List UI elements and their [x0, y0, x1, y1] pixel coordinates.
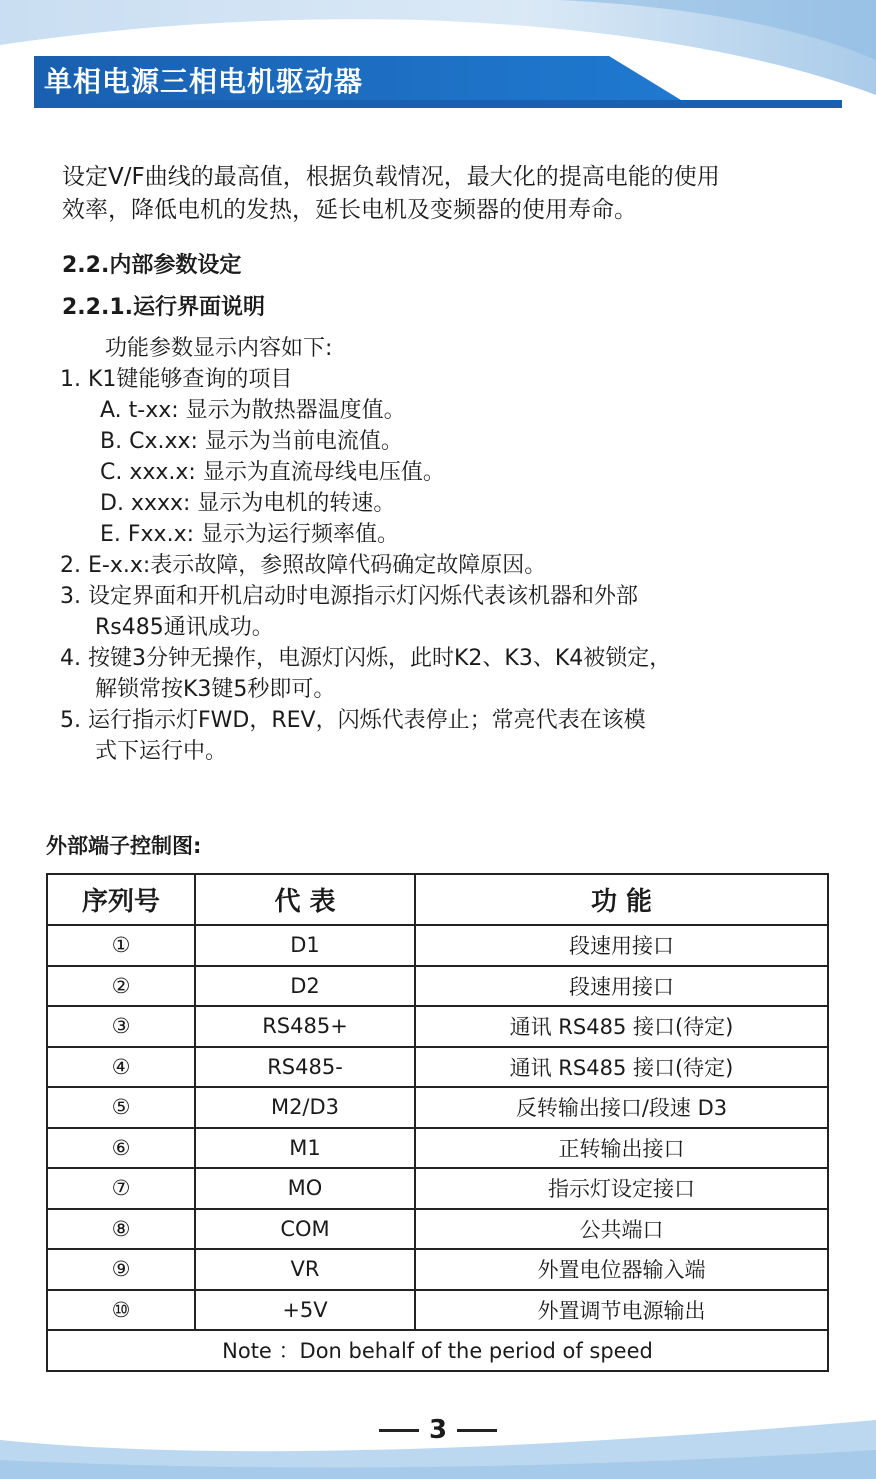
table-row: [47, 1087, 828, 1128]
table-header-row: [47, 874, 828, 925]
table-row: [47, 925, 828, 966]
list-item-continuation: Rs485通讯成功。: [95, 615, 274, 640]
cell-serial: ⑤: [47, 1087, 195, 1128]
cell-serial: ①: [47, 925, 195, 966]
cell-function: 指示灯设定接口: [415, 1168, 828, 1209]
header-code: 代 表: [195, 874, 415, 925]
sub-list-item: C. xxx.x: 显示为直流母线电压值。: [100, 460, 445, 485]
cell-code: D1: [195, 925, 415, 966]
sub-list-item: A. t-xx: 显示为散热器温度值。: [100, 398, 406, 423]
cell-code: D2: [195, 966, 415, 1007]
cell-code: MO: [195, 1168, 415, 1209]
table-row: [47, 1290, 828, 1331]
cell-code: M1: [195, 1128, 415, 1169]
cell-serial: ⑧: [47, 1209, 195, 1250]
cell-serial: ④: [47, 1047, 195, 1088]
cell-function: 外置调节电源输出: [415, 1290, 828, 1331]
table-row: [47, 1209, 828, 1250]
cell-code: RS485+: [195, 1006, 415, 1047]
cell-serial: ③: [47, 1006, 195, 1047]
sub-list-item: B. Cx.xx: 显示为当前电流值。: [100, 429, 403, 454]
cell-serial: ②: [47, 966, 195, 1007]
cell-serial: ⑨: [47, 1249, 195, 1290]
list-item: 5. 运行指示灯FWD，REV，闪烁代表停止；常亮代表在该模: [60, 708, 646, 733]
cell-function: 公共端口: [415, 1209, 828, 1250]
cell-code: VR: [195, 1249, 415, 1290]
lead-text: 功能参数显示内容如下:: [105, 336, 333, 361]
list-item: 2. E-x.x:表示故障，参照故障代码确定故障原因。: [60, 553, 547, 578]
table-row: [47, 1128, 828, 1169]
table-row: [47, 966, 828, 1007]
header-serial: 序列号: [47, 874, 195, 925]
cell-function: 反转输出接口/段速 D3: [415, 1087, 828, 1128]
subsection-heading: 2.2.1.运行界面说明: [62, 295, 265, 320]
page-dash-right: [457, 1429, 497, 1432]
cell-serial: ⑥: [47, 1128, 195, 1169]
list-item: 1. K1键能够查询的项目: [60, 367, 293, 392]
list-item-continuation: 解锁常按K3键5秒即可。: [95, 677, 336, 702]
cell-function: 通讯 RS485 接口(待定): [415, 1006, 828, 1047]
section-heading: 2.2.内部参数设定: [62, 253, 242, 278]
table-row: [47, 1249, 828, 1290]
table-row: [47, 1006, 828, 1047]
sub-list-item: E. Fxx.x: 显示为运行频率值。: [100, 522, 399, 547]
page-dash-left: [379, 1429, 419, 1432]
cell-function: 正转输出接口: [415, 1128, 828, 1169]
intro-line: 效率，降低电机的发热，延长电机及变频器的使用寿命。: [62, 197, 637, 223]
table-title: 外部端子控制图:: [46, 834, 202, 858]
list-item-continuation: 式下运行中。: [95, 739, 228, 764]
cell-code: COM: [195, 1209, 415, 1250]
table-row: [47, 1047, 828, 1088]
table-row: [47, 1168, 828, 1209]
page-number: [0, 1415, 876, 1445]
table-note: Note ：Don behalf of the period of speed: [47, 1330, 828, 1371]
page-title: 单相电源三相电机驱动器: [44, 65, 364, 98]
cell-function: 外置电位器输入端: [415, 1249, 828, 1290]
header-function: 功 能: [415, 874, 828, 925]
intro-paragraph: [62, 161, 842, 227]
cell-code: RS485-: [195, 1047, 415, 1088]
cell-serial: ⑩: [47, 1290, 195, 1331]
cell-function: 段速用接口: [415, 966, 828, 1007]
table-note-row: [47, 1330, 828, 1371]
cell-serial: ⑦: [47, 1168, 195, 1209]
cell-function: 段速用接口: [415, 925, 828, 966]
cell-code: M2/D3: [195, 1087, 415, 1128]
terminal-table: [46, 873, 829, 1372]
cell-function: 通讯 RS485 接口(待定): [415, 1047, 828, 1088]
intro-line: 设定V/F曲线的最高值，根据负载情况，最大化的提高电能的使用: [62, 164, 720, 190]
content-list: [60, 333, 850, 767]
cell-code: +5V: [195, 1290, 415, 1331]
page-number-text: 3: [428, 1415, 448, 1445]
sub-list-item: D. xxxx: 显示为电机的转速。: [100, 491, 396, 516]
list-item: 4. 按键3分钟无操作，电源灯闪烁，此时K2、K3、K4被锁定，: [60, 646, 672, 671]
list-item: 3. 设定界面和开机启动时电源指示灯闪烁代表该机器和外部: [60, 584, 638, 609]
